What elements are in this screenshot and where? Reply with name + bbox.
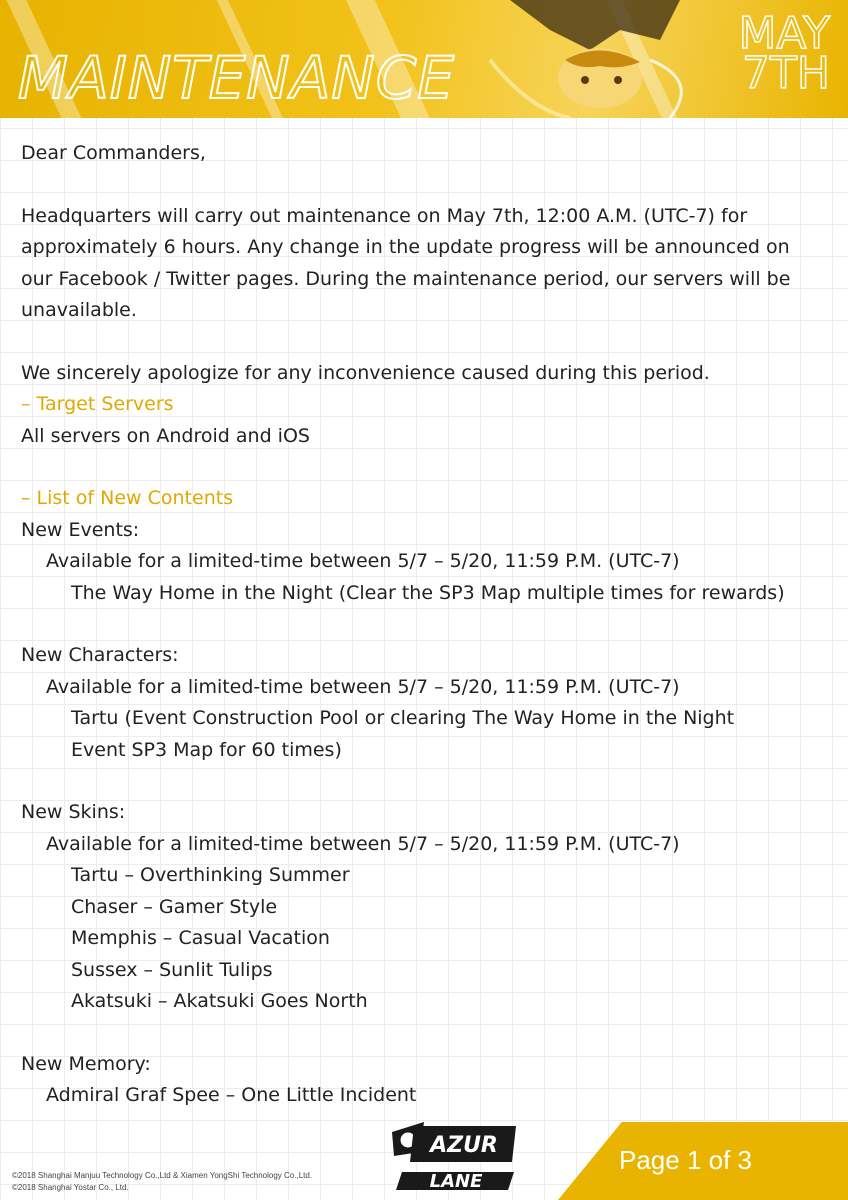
events-availability: Available for a limited-time between 5/7 – 5/20, 11:59 P.M. (UTC-7)	[46, 550, 680, 572]
page-indicator: Page 1 of 3	[619, 1145, 752, 1175]
copyright-line: ©2018 Shanghai Manjuu Technology Co.,Ltd & Xiamen YongShi Technology Co.,Ltd.	[12, 1171, 313, 1180]
character-illustration	[470, 0, 710, 118]
greeting: Dear Commanders,	[21, 142, 206, 164]
page-title: MAINTENANCE	[18, 44, 455, 112]
characters-heading: New Characters:	[21, 644, 179, 666]
list-item: Sussex – Sunlit Tulips	[71, 958, 273, 981]
skins-availability: Available for a limited-time between 5/7 – 5/20, 11:59 P.M. (UTC-7)	[46, 832, 680, 855]
list-item: Tartu (Event Construction Pool or clearing The Way Home in the Night Event SP3 Map for 60 times)	[71, 707, 735, 761]
logo-text-azur: AZUR	[430, 1133, 498, 1158]
apology-text: We sincerely apologize for any inconvenience caused during this period.	[21, 361, 710, 384]
copyright-line: ©2018 Shanghai Yostar Co., Ltd.	[12, 1183, 129, 1192]
copyright	[12, 1170, 312, 1194]
list-item: Memphis – Casual Vacation	[71, 927, 330, 949]
new-contents-heading: – List of New Contents	[21, 487, 234, 509]
memory-heading: New Memory:	[21, 1052, 151, 1075]
list-item: Chaser – Gamer Style	[71, 895, 278, 918]
logo-text-lane: LANE	[429, 1171, 483, 1192]
target-servers-heading: – Target Servers	[21, 393, 174, 415]
target-servers-text: All servers on Android and iOS	[21, 424, 310, 447]
azur-lane-logo	[384, 1112, 524, 1192]
list-item: Admiral Graf Spee – One Little Incident	[46, 1084, 417, 1106]
date-month: MAY	[738, 8, 830, 59]
list-item: The Way Home in the Night (Clear the SP3 Map multiple times for rewards)	[71, 581, 785, 604]
date-day: 7TH	[742, 48, 830, 99]
events-heading: New Events:	[21, 518, 140, 541]
list-item: Akatsuki – Akatsuki Goes North	[71, 990, 368, 1012]
notice-body	[21, 138, 821, 1112]
characters-availability: Available for a limited-time between 5/7 – 5/20, 11:59 P.M. (UTC-7)	[46, 675, 680, 698]
skins-heading: New Skins:	[21, 801, 126, 823]
header-banner	[0, 0, 848, 118]
date-badge	[710, 8, 830, 99]
list-item: Tartu – Overthinking Summer	[71, 864, 350, 886]
intro-paragraph: Headquarters will carry out maintenance on May 7th, 12:00 A.M. (UTC-7) for approximately 6 hours. Any change in the update progress will be announced on our Facebook / Twitter pages. During the maintenance period, our servers will be unavailable.	[21, 204, 791, 321]
